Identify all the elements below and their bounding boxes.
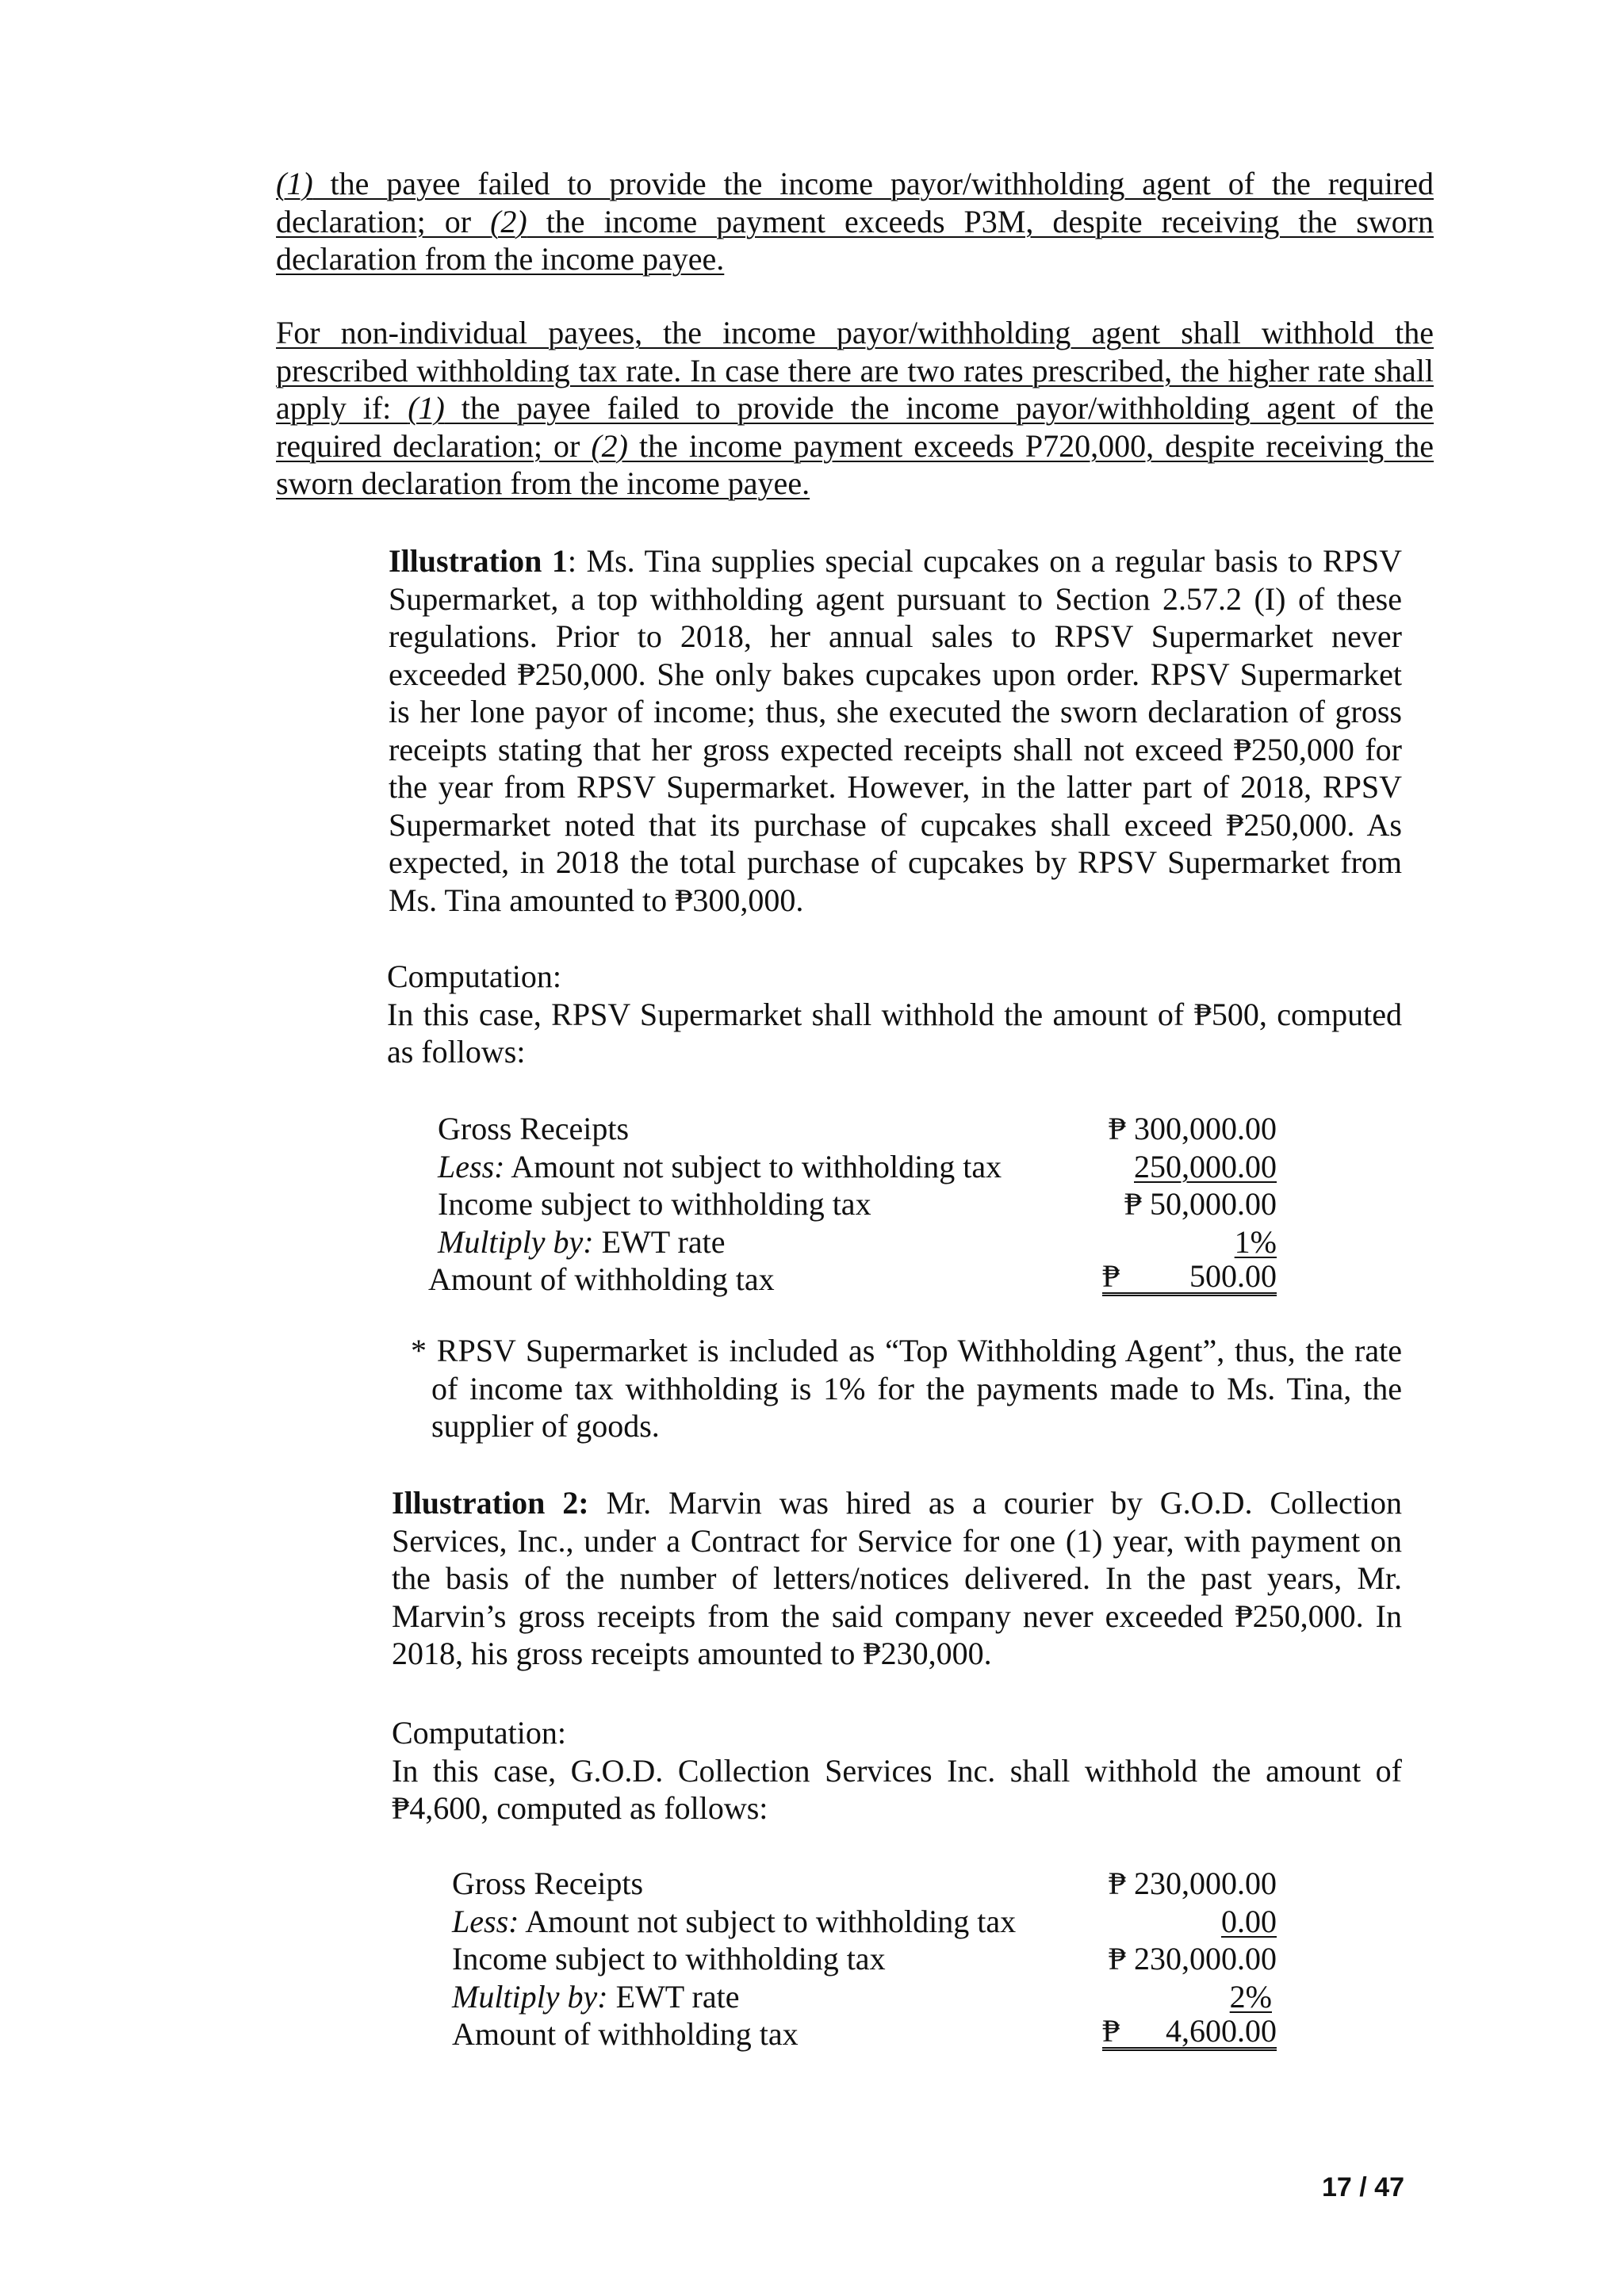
illustration-2 xyxy=(392,1484,1402,1673)
row-label: Gross Receipts xyxy=(452,1866,644,1901)
illustration-heading: Illustration 1 xyxy=(389,543,568,579)
text: the payee failed to provide the income payor/withholding agent of the required declaration; or xyxy=(276,390,1434,464)
computation-2 xyxy=(392,1714,1402,1827)
row-label: Amount not subject to withholding tax xyxy=(519,1903,1017,1939)
note-top-withholding-agent: * RPSV Supermarket is included as “Top Withholding Agent”, thus, the rate of income tax withholding is 1% for the payments made to Ms. Tina, the supplier of goods. xyxy=(411,1333,1402,1444)
row-amount: 250,000.00 xyxy=(1134,1148,1277,1184)
table-row xyxy=(452,2015,1277,2053)
row-label: Income subject to withholding tax xyxy=(438,1186,871,1222)
table-row xyxy=(452,1865,1277,1903)
computation-heading: Computation: xyxy=(387,959,561,994)
computation-table-2 xyxy=(452,1865,1277,2053)
page-number: 17 / 47 xyxy=(1322,2172,1404,2202)
peso-sign: ₱ xyxy=(1102,2013,1120,2049)
item-number: (1) xyxy=(276,166,313,201)
computation-text: In this case, G.O.D. Collection Services Inc. shall withhold the amount of ₱4,600, computed as follows: xyxy=(392,1752,1402,1826)
item-number: (2) xyxy=(490,203,527,239)
table-row xyxy=(452,1978,1277,2016)
row-label: EWT rate xyxy=(593,1223,726,1260)
text: the income payment exceeds P3M, despite receiving the sworn declaration from the income payee. xyxy=(276,203,1434,277)
row-prefix: Less: xyxy=(438,1148,505,1184)
computation-table-1 xyxy=(428,1110,1277,1299)
row-label: Amount of withholding tax xyxy=(452,2016,799,2052)
row-label: Gross Receipts xyxy=(438,1111,630,1146)
text: the payee failed to provide the income payor/withholding agent of the required declaration; or xyxy=(276,166,1434,239)
row-amount: ₱ 50,000.00 xyxy=(1124,1186,1277,1222)
row-amount: 500.00 xyxy=(1189,1258,1277,1294)
text: For non-individual payees, the income payor/withholding agent shall withhold the prescribed withholding tax rate. In case there are two rates prescribed, the higher rate shall apply if: xyxy=(276,315,1434,426)
row-amount: 4,600.00 xyxy=(1166,2013,1277,2049)
row-amount: 0.00 xyxy=(1221,1903,1277,1939)
row-amount: 2% xyxy=(1229,1978,1272,2015)
illustration-heading: Illustration 2: xyxy=(392,1485,589,1521)
table-row xyxy=(428,1185,1277,1223)
table-row xyxy=(452,1903,1277,1941)
table-row xyxy=(452,1940,1277,1978)
item-number: (2) xyxy=(591,427,628,464)
row-prefix: Multiply by: xyxy=(438,1223,594,1260)
table-row xyxy=(428,1258,1277,1299)
row-label: Amount of withholding tax xyxy=(428,1261,775,1297)
row-amount: ₱ 300,000.00 xyxy=(1108,1111,1277,1146)
row-label: Income subject to withholding tax xyxy=(452,1941,886,1976)
table-row xyxy=(428,1148,1277,1186)
table-row xyxy=(428,1223,1277,1261)
row-prefix: Less: xyxy=(452,1903,519,1939)
illustration-text: Mr. Marvin was hired as a courier by G.O.D. Collection Services, Inc., under a Contract for Service for one (1) year, with payment on the basis of the number of letters/notices delivered. In the past years, Mr. Marvin’s gross receipts from the said company never exceeded ₱250,000. In 2018, his gross receipts amounted to ₱230,000. xyxy=(392,1485,1402,1671)
row-amount: ₱ 230,000.00 xyxy=(1108,1941,1277,1976)
row-amount: ₱ 230,000.00 xyxy=(1108,1866,1277,1901)
item-number: (1) xyxy=(408,390,445,426)
computation-heading: Computation: xyxy=(392,1715,566,1751)
peso-sign: ₱ xyxy=(1102,1258,1120,1294)
row-label: Amount not subject to withholding tax xyxy=(504,1148,1002,1184)
computation-text: In this case, RPSV Supermarket shall withhold the amount of ₱500, computed as follows: xyxy=(387,996,1402,1070)
table-row xyxy=(428,1110,1277,1148)
paragraph-non-individual-payees xyxy=(276,314,1434,503)
illustration-1 xyxy=(389,542,1402,919)
text: the income payment exceeds P720,000, despite receiving the sworn declaration from the income payee. xyxy=(276,427,1434,501)
illustration-text: : Ms. Tina supplies special cupcakes on a regular basis to RPSV Supermarket, a top withholding agent pursuant to Section 2.57.2 (I) of these regulations. Prior to 2018, her annual sales to RPSV Supermarket never exceeded ₱250,000. She only bakes cupcakes upon order. RPSV Supermarket is her lone payor of income; thus, she executed the sworn declaration of gross receipts stating that her gross expected receipts shall not exceed ₱250,000 for the year from RPSV Supermarket. However, in the latter part of 2018, RPSV Supermarket noted that its purchase of cupcakes shall exceed ₱250,000. As expected, in 2018 the total purchase of cupcakes by RPSV Supermarket from Ms. Tina amounted to ₱300,000. xyxy=(389,543,1403,918)
row-prefix: Multiply by: xyxy=(452,1978,608,2015)
computation-1 xyxy=(387,958,1402,1071)
row-label: EWT rate xyxy=(607,1978,740,2015)
paragraph-individual-payees xyxy=(276,165,1434,278)
row-amount: 1% xyxy=(1234,1223,1277,1260)
